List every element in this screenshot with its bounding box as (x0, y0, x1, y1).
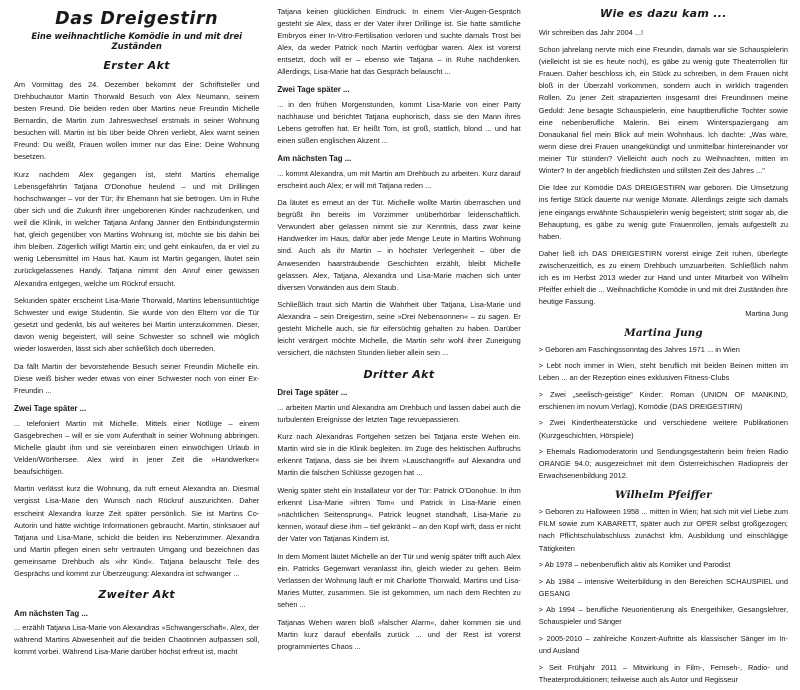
bio-item: > Zwei „seelisch-geistige" Kinder: Roman (UNION OF MANKIND, erschienen im novum Verlag), Komödie (DAS DREIGESTIRN) (538, 389, 788, 411)
paragraph-continued: Tatjana keinen glücklichen Eindruck. In einem Vier-Augen-Gespräch gesteht sie Alex, dass er der Vater ihrer Drillinge ist. Sie hatte sämtliche Embryos einer In-Vitro-Fertilisation verloren und suchte damals Trost bei Alex, da weder Patrick noch Martin verfügbar waren. Alex ist vorerst entsetzt, doch will er – ebenso wie Tatjana – in Ruhe nachdenken. Allerdings, Lisa-Marie hat das Gespräch belauscht ... (277, 7, 521, 77)
time-heading-zwei-tage-spaeter-2: Zwei Tage später ... (277, 85, 350, 95)
heading-bio-martina-jung: Martina Jung (624, 326, 703, 339)
bio-item: > Ab 1978 – nebenberuflich aktiv als Komiker und Parodist (538, 560, 731, 570)
paragraph: Kurz nach Alexandras Fortgehen setzen bei Tatjana erste Wehen ein. Martin wird sie in die Klinik begleiten. Im Zuge des hektischen Aufbruchs erkennt Tatjana, dass sie bei ihrem »Lauschangriff« auf Alexandra und Martin die falschen Schlüsse gezogen hat ... (277, 432, 521, 478)
bio-item: > Geboren zu Halloween 1958 ... mitten in Wien; hat sich mit viel Liebe zum FILM sowie zum KABARETT, später auch zur OPER selbst großgezogen; nach Pflichtschulabschluss zunächst kfm. Ausbildung und einschlägige Tätigkeiten (538, 507, 788, 553)
paragraph: Die Idee zur Komödie DAS DREIGESTIRN war geboren. Die Umsetzung ins fertige Stück dauerte nur wenige Monate. Allerdings zeigte sich damals jene eingangs erwähnte Schauspielerin wenig begeistert; stritt sogar ab, die Behauptung, es gäbe zu wenig gute Frauenrollen, jemals aufgestellt zu haben. (538, 183, 788, 241)
paragraph: Sekunden später erscheint Lisa-Marie Thorwald, Martins lebensuntüchtige Schwester und ewige Studentin. Sie wurde von den Eltern vor die Tür gesetzt und gedenkt, bis auf weiteres bei Martin unterzukommen. Dieser, davon wenig begeistert, will seine Schwester so schnell wie möglich wieder loswerden, lässt sich aber schließlich doch überreden. (14, 296, 260, 354)
paragraph: Daher ließ ich DAS DREIGESTIRN vorerst einige Zeit ruhen, überlegte zwischenzeitlich, es zu einem Drehbuch umzuarbeiten. Schließlich nahm ich es im Herbst 2013 wieder zur Hand und unter Mitarbeit von Wilhelm Pfeiffer erhielt die ... Weihnachtliche Komödie in und mit drei Zuständen ihre heutige Fassung. (538, 249, 788, 307)
column-right (531, 6, 792, 690)
paragraph: ... arbeiten Martin und Alexandra am Drehbuch und lassen dabei auch die turbulenten Ereignisse der letzten Tage revuepassieren. (277, 402, 521, 424)
paragraph: ... kommt Alexandra, um mit Martin am Drehbuch zu arbeiten. Kurz darauf erscheint auch Alex; er will mit Tatjana reden ... (277, 168, 521, 190)
heading-zweiter-akt: Zweiter Akt (98, 587, 176, 601)
heading-erster-akt: Erster Akt (103, 59, 170, 73)
bio-item: > Seit Frühjahr 2011 – Mitwirkung in Film-, Fernseh-, Radio- und Theaterproduktionen; teilweise auch als Autor und Regisseur (538, 662, 788, 684)
bio-item: > Zwei Kindertheaterstücke und verschiedene weitere Publikationen (Kurzgeschichten, Hörspiele) (538, 418, 788, 440)
paragraph: Kurz nachdem Alex gegangen ist, steht Martins ehemalige Lebensgefährtin Tatjana O'Donohue heulend – und mit Drillingen hochschwanger – vor der Tür; ihr Ehemann hat sie betrogen. Um in Ruhe über sich und die Zukunft ihrer ungeborenen Kinder nachzudenken, und weil die Klinik, in welcher Tatjana Anfang Jänner den Entbindungstermin hat, gleich gegenüber von Martins Wohnung ist, möchte sie bis dahin bei ihm bleiben. Zögerlich willigt Martin ein; und geht einkaufen, da er viel zu wenig Lebensmittel im Haus hat. Kaum ist Martin gegangen, läutet sein zurückgelassenes Handy. Tatjana nimmt den Anruf einer gewissen Alexandra entgegen, welche um Rückruf ersucht. (14, 169, 260, 288)
heading-dritter-akt: Dritter Akt (363, 367, 435, 381)
paragraph: Da läutet es erneut an der Tür. Michelle wollte Martin überraschen und begrüßt ihn bereits im Vorzimmer unüberhörbar leidenschaftlich. Verwundert aber gelassen nimmt sie zur Kenntnis, dass zwar keine Handwerker im Haus, dafür aber jede Menge Leute in Martins Wohnung sind. Auch als ihr Martin – in höchster Verlegenheit – über die Anwesenden haarsträubende Geschichten erzählt, bleibt Michelle gelassen. Alex, Tatjana, Alexandra und Lisa-Marie machen sich unter diversen Vorwänden aus dem Staub. (277, 198, 521, 292)
bio-item: > Ehemals Radiomoderatorin und Sendungsgestalterin beim freien Radio ORANGE 94.0; ausgezeichnet mit dem Österreichischen Radiopreis der Erwachsenenbildung 2012. (538, 447, 788, 481)
paragraph: Am Vormittag des 24. Dezember bekommt der Schriftsteller und Drehbuchautor Martin Thorwald Besuch von Alex Neumann, seinem besten Freund. Die beiden reden über Martins neue Freundin Michelle Bernardin, die Martin zum Jahreswechsel erstmals in seiner Wohnung besuchen will. Martin ist bis über beide Ohren verliebt, Alex warnt seinen Freund: Du weißt, Frauen wollen immer nur das Eine: Deine Wohnung besetzen. (14, 80, 260, 162)
bio-item: > Ab 1994 – berufliche Neuorientierung als Energethiker, Gesangslehrer, Schauspieler und Sänger (538, 605, 788, 627)
time-heading-drei-tage-spaeter: Drei Tage später ... (277, 388, 348, 398)
page-title: Das Dreigestirn (55, 9, 219, 29)
heading-wie-es-dazu-kam: Wie es dazu kam ... (600, 7, 727, 20)
page-subtitle: Eine weihnachtliche Komödie in und mit drei Zuständen (31, 31, 243, 52)
author-signature: Martina Jung (745, 308, 788, 318)
lead-line: Wir schreiben das Jahr 2004 ...! (538, 27, 644, 37)
time-heading-zwei-tage-spaeter: Zwei Tage später ... (14, 404, 87, 414)
column-left (8, 6, 269, 658)
paragraph: Martin verlässt kurz die Wohnung, da ruft erneut Alexandra an. Diesmal vergisst Lisa-Marie den Wunsch nach Rückruf auszurichten. Daher erscheint Alexandra kurze Zeit später persönlich. Sie ist Martins Co-Autorin und hätte wichtige Informationen gebraucht. Martin, stinksauer auf Tatjana und Lisa-Marie, schickt die beiden ins Nebenzimmer. Alexandra und Martin pflegen einen sehr vertrauten Umgang und bezeichnen das gemeinsame Drehbuch als »ihr Kind«. Tatjana belauscht Teile des Gesprächs und kommt zur Überzeugung: Alexandra ist schwanger ... (14, 484, 260, 578)
heading-bio-wilhelm-pfeiffer: Wilhelm Pfeiffer (615, 489, 712, 502)
time-heading-am-naechsten-tag: Am nächsten Tag ... (14, 608, 88, 618)
paragraph: Da fällt Martin der bevorstehende Besuch seiner Freundin Michelle ein. Diese weiß bisher weder etwas von einer Schwester noch von einer Ex-Freundin ... (14, 361, 260, 396)
paragraph: Tatjanas Wehen waren bloß »falscher Alarm«, daher kommen sie und Martin kurz darauf ebenfalls zurück ... und der Rest ist vorerst programmiertes Chaos ... (277, 617, 521, 651)
bio-item: > Lebt noch immer in Wien, steht beruflich mit beiden Beinen mitten im Leben ... an der Rezeption eines exklusiven Fitness-Clubs (538, 361, 788, 383)
paragraph: In dem Moment läutet Michelle an der Tür und wenig später trifft auch Alex ein. Patricks Gegenwart veranlasst ihn, gleich wieder zu gehen. Beim Verlassen der Wohnung läuft er mit Charlotte Thorwald, Martins und Lisa-Maries Mutter, zusammen. Sie ist gekommen, um nach dem Rechten zu sehen ... (277, 551, 521, 610)
bio-item: > Ab 1984 – intensive Weiterbildung in den Bereichen SCHAUSPIEL und GESANG (538, 576, 788, 598)
paragraph: ... in den frühen Morgenstunden, kommt Lisa-Marie von einer Party nachhause und berichtet Tatjana euphorisch, dass sie den Mann ihres Lebens getroffen hat. Er heißt Tom, ist groß, stattlich, blond ... und hat einen süßen englischen Akzent ... (277, 99, 521, 146)
time-heading-am-naechsten-tag-2: Am nächsten Tag ... (277, 154, 352, 164)
paragraph: Wenig später steht ein Installateur vor der Tür: Patrick O'Donohue. In ihm erkennt Lisa-Marie »ihren Tom« und Patrick in Lisa-Marie einen »nächtlichen Seitensprung«. Patrick leugnet standhaft, Lisa-Marie zu kennen, worauf diese ihm – tief gekränkt – an den Kopf wirft, dass er nicht der Vater von Tatjanas Kindern ist. (277, 486, 521, 544)
paragraph: ... erzählt Tatjana Lisa-Marie von Alexandras »Schwangerschaft«. Alex, der während Martins Abwesenheit auf die beiden Chaotinnen aufpassen soll, kommt vorbei. Während Lisa-Marie darüber höchst erfreut ist, macht (14, 623, 260, 657)
paragraph: Schließlich traut sich Martin die Wahrheit über Tatjana, Lisa-Marie und Alexandra – sein Dreigestirn, seine »Drei Nebensonnen« – zu sagen. Er gesteht Michelle auch, sie für eifersüchtig gehalten zu haben. Darüber leicht verärgert möchte Michelle, die Martin sehr wohl ihrer Zuneigung versichert, die nächsten Stunden lieber allein sein ... (277, 300, 521, 358)
bio-item: > 2005-2010 – zahlreiche Konzert-Auftritte als klassischer Sänger im In- und Ausland (538, 633, 788, 655)
bio-item: > Geboren am Faschingssonntag des Jahres 1971 ... in Wien (538, 344, 740, 354)
paragraph: Schon jahrelang nervte mich eine Freundin, damals war sie Schauspielerin (vielleicht ist sie es heute noch), es gäbe zu wenig gute Theaterrollen für Frauen. Daher beschloss ich, ein Stück zu schreiben, in dem Frauen nicht bloß in der Überzahl vorkommen, sondern auch in wirklich tragenden Rollen. Zu jener Zeit strapazierten insgesamt drei Freundinnen meine Geduld: Jene besagte Schauspielerin, eine hauptberufliche Tochter sowie eine nebenberufliche Malerin. Bei einem Winterspaziergang am Donaukanal fiel mein Blick auf mein Wohnhaus. Ich dachte: „Was wäre, wenn diese drei Frauen unangekündigt und unmittelbar hintereinander vor meiner Tür stünden? Vielleicht auch noch zu Weihnachten, mitten im Winter? In der angeblich friedlichsten und stillsten Zeit des Jahres ..." (538, 45, 788, 175)
paragraph: ... telefoniert Martin mit Michelle. Mittels einer Notlüge – einem Gasgebrechen – will er sie vom Aufenthalt in seiner Wohnung abbringen. Michelle glaubt ihm und sie vereinbaren einen einwöchigen Urlaub in Velden/Wörthersee. Alex wird in jener Zeit die »Handwerker« beaufsichtigen. (14, 418, 260, 476)
column-middle (269, 6, 530, 653)
